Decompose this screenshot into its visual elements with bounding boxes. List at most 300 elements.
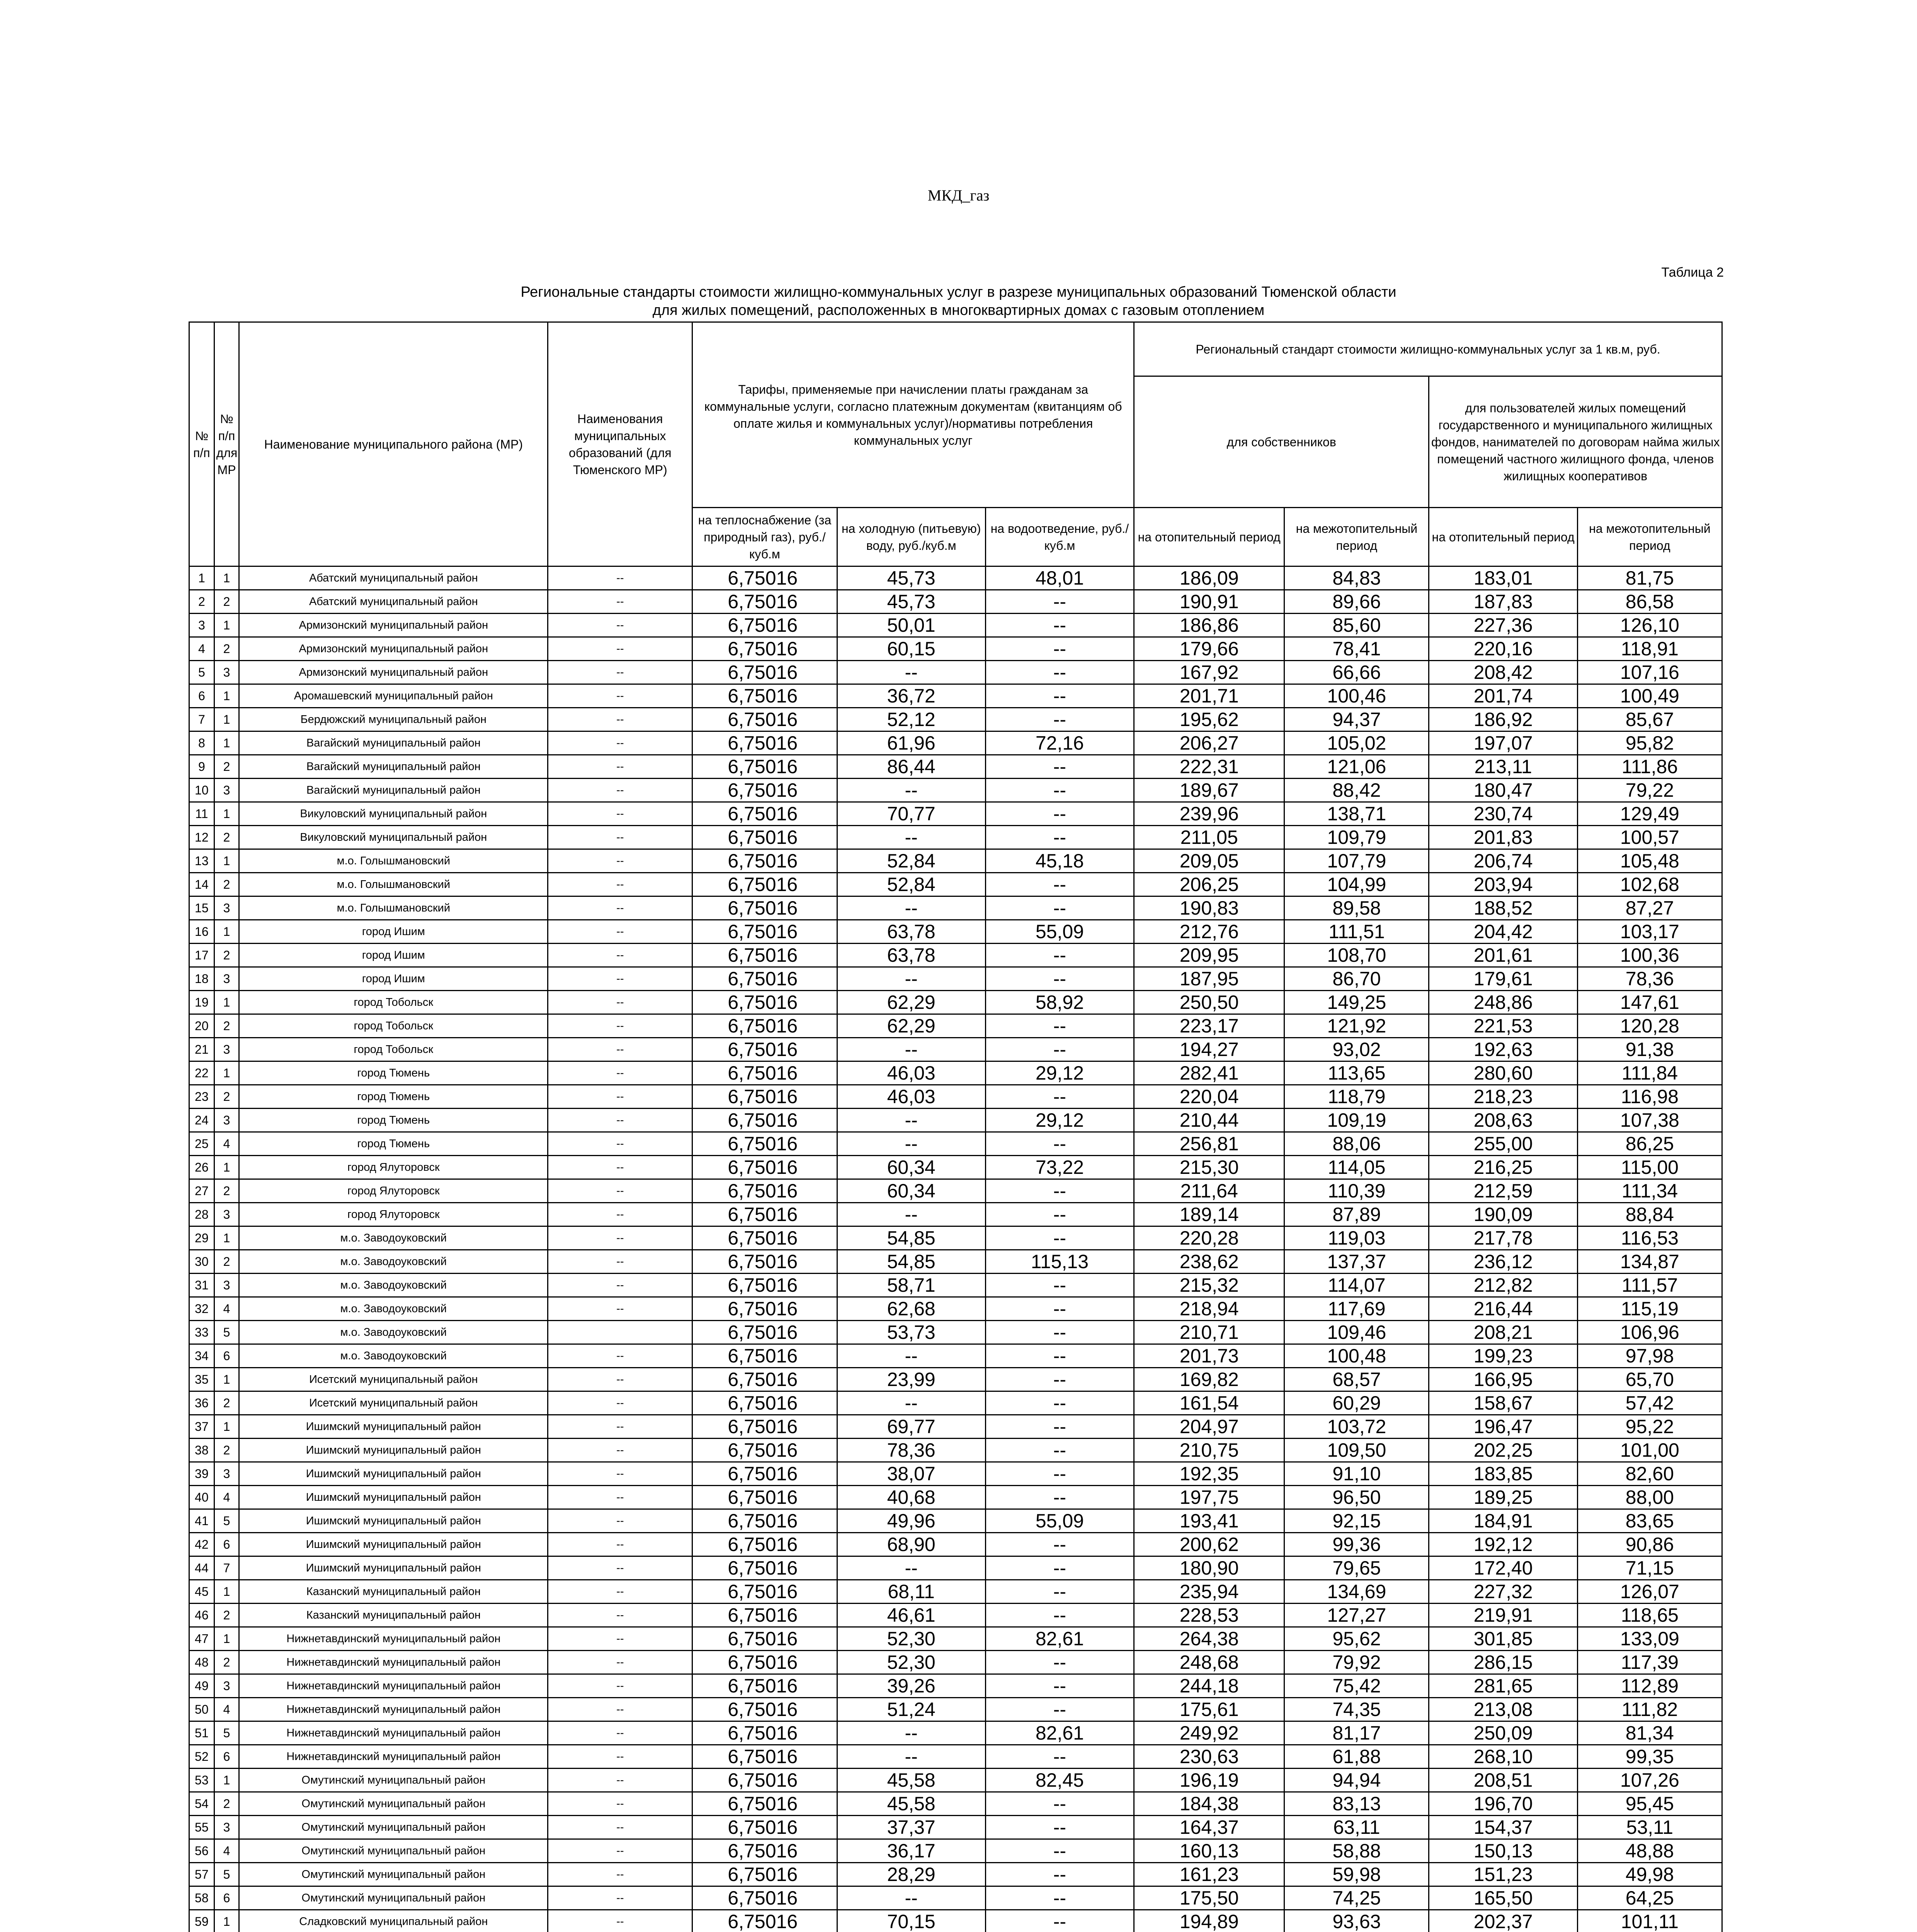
cell-n-mr: 1 — [214, 566, 239, 590]
cell-owners-heating: 250,50 — [1134, 991, 1284, 1014]
cell-mo: -- — [548, 1439, 692, 1462]
table-row — [189, 1839, 1722, 1863]
cell-district: город Тюмень — [239, 1109, 548, 1132]
cell-district: м.о. Голышмановский — [239, 849, 548, 873]
cell-tenants-non-heating: 99,35 — [1577, 1745, 1722, 1769]
cell-n-mr: 2 — [214, 826, 239, 849]
cell-owners-heating: 180,90 — [1134, 1556, 1284, 1580]
table-row — [189, 1698, 1722, 1721]
cell-n: 4 — [189, 637, 214, 661]
cell-tenants-heating: 286,15 — [1429, 1651, 1577, 1674]
cell-n: 33 — [189, 1321, 214, 1344]
cell-tenants-heating: 212,59 — [1429, 1179, 1577, 1203]
cell-heat-tariff: 6,75016 — [692, 920, 837, 944]
cell-owners-non-heating: 107,79 — [1284, 849, 1429, 873]
cell-n-mr: 1 — [214, 1061, 239, 1085]
cell-n-mr: 7 — [214, 1556, 239, 1580]
cell-mo: -- — [548, 944, 692, 967]
cell-drain-tariff: -- — [985, 1816, 1134, 1839]
cell-water-tariff: 61,96 — [837, 731, 985, 755]
cell-tenants-heating: 192,12 — [1429, 1533, 1577, 1556]
table-row — [189, 1580, 1722, 1604]
cell-tenants-non-heating: 48,88 — [1577, 1839, 1722, 1863]
cell-district: город Ишим — [239, 967, 548, 991]
cell-heat-tariff: 6,75016 — [692, 1604, 837, 1627]
cell-n-mr: 5 — [214, 1509, 239, 1533]
cell-tenants-heating: 219,91 — [1429, 1604, 1577, 1627]
table-row — [189, 1061, 1722, 1085]
cell-heat-tariff: 6,75016 — [692, 1439, 837, 1462]
table-row — [189, 1132, 1722, 1156]
cell-owners-non-heating: 127,27 — [1284, 1604, 1429, 1627]
table-row — [189, 661, 1722, 684]
cell-owners-heating: 248,68 — [1134, 1651, 1284, 1674]
table-row — [189, 1250, 1722, 1274]
cell-n-mr: 2 — [214, 755, 239, 779]
cell-district: Нижнетавдинский муниципальный район — [239, 1745, 548, 1769]
table-row — [189, 1415, 1722, 1439]
cell-district: Нижнетавдинский муниципальный район — [239, 1674, 548, 1698]
cell-drain-tariff: -- — [985, 1179, 1134, 1203]
cell-n: 30 — [189, 1250, 214, 1274]
cell-drain-tariff: -- — [985, 1321, 1134, 1344]
cell-district: Вагайский муниципальный район — [239, 755, 548, 779]
cell-owners-heating: 239,96 — [1134, 802, 1284, 826]
cell-owners-non-heating: 89,66 — [1284, 590, 1429, 614]
header-tenants-heating: на отопительный период — [1429, 508, 1577, 566]
cell-mo: -- — [548, 896, 692, 920]
cell-n: 12 — [189, 826, 214, 849]
cell-tenants-heating: 183,85 — [1429, 1462, 1577, 1486]
cell-tenants-non-heating: 95,45 — [1577, 1792, 1722, 1816]
cell-district: Нижнетавдинский муниципальный район — [239, 1651, 548, 1674]
cell-mo — [548, 1321, 692, 1344]
cell-drain-tariff: 82,61 — [985, 1627, 1134, 1651]
table-row — [189, 1274, 1722, 1297]
cell-owners-heating: 196,19 — [1134, 1769, 1284, 1792]
table-row — [189, 1297, 1722, 1321]
sheet-name: МКД_газ — [927, 187, 990, 204]
cell-owners-heating: 195,62 — [1134, 708, 1284, 731]
table-row — [189, 1203, 1722, 1226]
table-row — [189, 944, 1722, 967]
cell-heat-tariff: 6,75016 — [692, 779, 837, 802]
cell-n: 55 — [189, 1816, 214, 1839]
cell-tenants-non-heating: 65,70 — [1577, 1368, 1722, 1391]
cell-n-mr: 1 — [214, 1226, 239, 1250]
cell-owners-heating: 175,50 — [1134, 1886, 1284, 1910]
header-district: Наименование муниципального района (МР) — [239, 322, 548, 566]
cell-heat-tariff: 6,75016 — [692, 991, 837, 1014]
cell-n-mr: 3 — [214, 1274, 239, 1297]
cell-district: Сладковский муниципальный район — [239, 1910, 548, 1932]
cell-district: Ишимский муниципальный район — [239, 1439, 548, 1462]
table-row — [189, 779, 1722, 802]
cell-n-mr: 3 — [214, 1674, 239, 1698]
cell-owners-non-heating: 68,57 — [1284, 1368, 1429, 1391]
cell-water-tariff: -- — [837, 1109, 985, 1132]
cell-owners-non-heating: 109,79 — [1284, 826, 1429, 849]
cell-n: 35 — [189, 1368, 214, 1391]
cell-district: город Ишим — [239, 920, 548, 944]
table-row — [189, 826, 1722, 849]
cell-owners-non-heating: 109,50 — [1284, 1439, 1429, 1462]
cell-district: Исетский муниципальный район — [239, 1368, 548, 1391]
cell-owners-heating: 249,92 — [1134, 1721, 1284, 1745]
cell-water-tariff: -- — [837, 661, 985, 684]
cell-owners-heating: 244,18 — [1134, 1674, 1284, 1698]
cell-tenants-heating: 250,09 — [1429, 1721, 1577, 1745]
cell-water-tariff: 78,36 — [837, 1439, 985, 1462]
cell-mo: -- — [548, 566, 692, 590]
cell-water-tariff: 45,73 — [837, 590, 985, 614]
cell-n: 39 — [189, 1462, 214, 1486]
cell-heat-tariff: 6,75016 — [692, 614, 837, 637]
cell-drain-tariff: -- — [985, 1085, 1134, 1109]
cell-owners-heating: 235,94 — [1134, 1580, 1284, 1604]
cell-district: Ишимский муниципальный район — [239, 1556, 548, 1580]
cell-mo: -- — [548, 1556, 692, 1580]
cell-drain-tariff: -- — [985, 1533, 1134, 1556]
cell-tenants-heating: 201,74 — [1429, 684, 1577, 708]
cell-water-tariff: 52,30 — [837, 1651, 985, 1674]
cell-n-mr: 3 — [214, 661, 239, 684]
cell-drain-tariff: -- — [985, 590, 1134, 614]
cell-mo: -- — [548, 1651, 692, 1674]
cell-mo: -- — [548, 1132, 692, 1156]
cell-water-tariff: 37,37 — [837, 1816, 985, 1839]
cell-tenants-non-heating: 120,28 — [1577, 1014, 1722, 1038]
cell-heat-tariff: 6,75016 — [692, 1509, 837, 1533]
cell-district: м.о. Заводоуковский — [239, 1274, 548, 1297]
cell-n: 22 — [189, 1061, 214, 1085]
cell-tenants-non-heating: 106,96 — [1577, 1321, 1722, 1344]
cell-drain-tariff: -- — [985, 1368, 1134, 1391]
cell-drain-tariff: 72,16 — [985, 731, 1134, 755]
cell-district: Ишимский муниципальный район — [239, 1533, 548, 1556]
cell-n: 53 — [189, 1769, 214, 1792]
cell-owners-non-heating: 94,94 — [1284, 1769, 1429, 1792]
cell-mo: -- — [548, 1604, 692, 1627]
cell-n-mr: 3 — [214, 779, 239, 802]
cell-heat-tariff: 6,75016 — [692, 1061, 837, 1085]
cell-heat-tariff: 6,75016 — [692, 1250, 837, 1274]
cell-tenants-heating: 150,13 — [1429, 1839, 1577, 1863]
cell-n: 11 — [189, 802, 214, 826]
cell-mo: -- — [548, 1698, 692, 1721]
cell-drain-tariff: -- — [985, 1132, 1134, 1156]
cell-n: 21 — [189, 1038, 214, 1061]
cell-district: Викуловский муниципальный район — [239, 802, 548, 826]
table-row — [189, 1604, 1722, 1627]
cell-tenants-non-heating: 107,38 — [1577, 1109, 1722, 1132]
cell-owners-non-heating: 100,46 — [1284, 684, 1429, 708]
cell-n-mr: 6 — [214, 1533, 239, 1556]
cell-owners-heating: 222,31 — [1134, 755, 1284, 779]
table-row — [189, 1321, 1722, 1344]
cell-drain-tariff: -- — [985, 1886, 1134, 1910]
cell-drain-tariff: -- — [985, 944, 1134, 967]
cell-tenants-heating: 187,83 — [1429, 590, 1577, 614]
cell-mo: -- — [548, 1769, 692, 1792]
cell-owners-non-heating: 95,62 — [1284, 1627, 1429, 1651]
cell-tenants-non-heating: 126,07 — [1577, 1580, 1722, 1604]
cell-heat-tariff: 6,75016 — [692, 1816, 837, 1839]
table-row — [189, 1627, 1722, 1651]
cell-heat-tariff: 6,75016 — [692, 661, 837, 684]
cell-n: 24 — [189, 1109, 214, 1132]
cell-owners-heating: 211,05 — [1134, 826, 1284, 849]
cell-owners-non-heating: 137,37 — [1284, 1250, 1429, 1274]
cell-district: Омутинский муниципальный район — [239, 1863, 548, 1886]
cell-n-mr: 2 — [214, 944, 239, 967]
cell-tenants-non-heating: 101,00 — [1577, 1439, 1722, 1462]
table-row — [189, 708, 1722, 731]
cell-drain-tariff: -- — [985, 1439, 1134, 1462]
cell-owners-heating: 194,27 — [1134, 1038, 1284, 1061]
cell-owners-non-heating: 114,05 — [1284, 1156, 1429, 1179]
cell-mo: -- — [548, 1391, 692, 1415]
cell-mo: -- — [548, 1792, 692, 1816]
cell-water-tariff: -- — [837, 1132, 985, 1156]
cell-owners-non-heating: 99,36 — [1284, 1533, 1429, 1556]
cell-tenants-non-heating: 117,39 — [1577, 1651, 1722, 1674]
table-row — [189, 684, 1722, 708]
cell-heat-tariff: 6,75016 — [692, 1886, 837, 1910]
cell-mo: -- — [548, 637, 692, 661]
cell-owners-non-heating: 59,98 — [1284, 1863, 1429, 1886]
cell-water-tariff: 46,03 — [837, 1061, 985, 1085]
cell-tenants-heating: 227,36 — [1429, 614, 1577, 637]
cell-tenants-heating: 186,92 — [1429, 708, 1577, 731]
cell-n: 36 — [189, 1391, 214, 1415]
cell-water-tariff: -- — [837, 967, 985, 991]
cell-mo: -- — [548, 1721, 692, 1745]
cell-n: 58 — [189, 1886, 214, 1910]
cell-tenants-non-heating: 112,89 — [1577, 1674, 1722, 1698]
cell-heat-tariff: 6,75016 — [692, 1580, 837, 1604]
cell-tenants-heating: 158,67 — [1429, 1391, 1577, 1415]
cell-owners-heating: 204,97 — [1134, 1415, 1284, 1439]
cell-n-mr: 2 — [214, 1604, 239, 1627]
cell-tenants-heating: 196,70 — [1429, 1792, 1577, 1816]
cell-n-mr: 1 — [214, 731, 239, 755]
cell-n: 42 — [189, 1533, 214, 1556]
table-row — [189, 755, 1722, 779]
cell-tenants-heating: 189,25 — [1429, 1486, 1577, 1509]
cell-tenants-heating: 204,42 — [1429, 920, 1577, 944]
cell-tenants-heating: 208,51 — [1429, 1769, 1577, 1792]
cell-n: 38 — [189, 1439, 214, 1462]
cell-owners-non-heating: 74,25 — [1284, 1886, 1429, 1910]
cell-drain-tariff: 55,09 — [985, 920, 1134, 944]
cell-mo: -- — [548, 1250, 692, 1274]
cell-heat-tariff: 6,75016 — [692, 1698, 837, 1721]
cell-district: Нижнетавдинский муниципальный район — [239, 1721, 548, 1745]
cell-owners-heating: 209,05 — [1134, 849, 1284, 873]
cell-mo: -- — [548, 1745, 692, 1769]
cell-heat-tariff: 6,75016 — [692, 1274, 837, 1297]
cell-water-tariff: 60,34 — [837, 1179, 985, 1203]
header-mo: Наименования муниципальных образований (для Тюменского МР) — [548, 322, 692, 566]
cell-n: 54 — [189, 1792, 214, 1816]
cell-district: Вагайский муниципальный район — [239, 731, 548, 755]
cell-n-mr: 2 — [214, 873, 239, 896]
cell-owners-heating: 264,38 — [1134, 1627, 1284, 1651]
cell-tenants-heating: 213,11 — [1429, 755, 1577, 779]
cell-tenants-heating: 206,74 — [1429, 849, 1577, 873]
cell-mo: -- — [548, 779, 692, 802]
cell-tenants-heating: 248,86 — [1429, 991, 1577, 1014]
title-line-1: Региональные стандарты стоимости жилищно-коммунальных услуг в разрезе муниципальных образований Тюменской области — [520, 284, 1397, 300]
cell-tenants-heating: 154,37 — [1429, 1816, 1577, 1839]
table-row — [189, 873, 1722, 896]
cell-n: 3 — [189, 614, 214, 637]
cell-drain-tariff: 45,18 — [985, 849, 1134, 873]
cell-tenants-heating: 179,61 — [1429, 967, 1577, 991]
cell-water-tariff: 50,01 — [837, 614, 985, 637]
cell-n: 45 — [189, 1580, 214, 1604]
cell-owners-non-heating: 93,63 — [1284, 1910, 1429, 1932]
cell-owners-non-heating: 86,70 — [1284, 967, 1429, 991]
cell-mo: -- — [548, 614, 692, 637]
cell-water-tariff: 46,03 — [837, 1085, 985, 1109]
cell-tenants-non-heating: 111,34 — [1577, 1179, 1722, 1203]
cell-water-tariff: -- — [837, 1745, 985, 1769]
cell-district: Казанский муниципальный район — [239, 1604, 548, 1627]
table-row — [189, 1014, 1722, 1038]
cell-tenants-non-heating: 86,25 — [1577, 1132, 1722, 1156]
cell-district: город Ялуторовск — [239, 1179, 548, 1203]
cell-n-mr: 2 — [214, 1179, 239, 1203]
cell-tenants-non-heating: 115,19 — [1577, 1297, 1722, 1321]
cell-heat-tariff: 6,75016 — [692, 1792, 837, 1816]
cell-water-tariff: -- — [837, 1038, 985, 1061]
cell-mo: -- — [548, 1226, 692, 1250]
cell-tenants-non-heating: 91,38 — [1577, 1038, 1722, 1061]
cell-n-mr: 4 — [214, 1839, 239, 1863]
cell-owners-non-heating: 74,35 — [1284, 1698, 1429, 1721]
cell-tenants-non-heating: 116,98 — [1577, 1085, 1722, 1109]
cell-mo: -- — [548, 1415, 692, 1439]
cell-tenants-non-heating: 81,75 — [1577, 566, 1722, 590]
cell-drain-tariff: -- — [985, 967, 1134, 991]
cell-owners-non-heating: 114,07 — [1284, 1274, 1429, 1297]
cell-drain-tariff: -- — [985, 1486, 1134, 1509]
cell-n: 48 — [189, 1651, 214, 1674]
cell-mo: -- — [548, 1533, 692, 1556]
cell-n: 28 — [189, 1203, 214, 1226]
cell-drain-tariff: -- — [985, 1910, 1134, 1932]
cell-n: 47 — [189, 1627, 214, 1651]
cell-owners-heating: 179,66 — [1134, 637, 1284, 661]
cell-heat-tariff: 6,75016 — [692, 1745, 837, 1769]
cell-mo: -- — [548, 826, 692, 849]
cell-n-mr: 3 — [214, 896, 239, 920]
cell-owners-non-heating: 96,50 — [1284, 1486, 1429, 1509]
header-tenants-non-heating: на межотопительный период — [1577, 508, 1722, 566]
cell-water-tariff: -- — [837, 1886, 985, 1910]
cell-n-mr: 3 — [214, 967, 239, 991]
table-row — [189, 1226, 1722, 1250]
table-row — [189, 1769, 1722, 1792]
cell-district: Омутинский муниципальный район — [239, 1769, 548, 1792]
cell-district: город Тобольск — [239, 991, 548, 1014]
table-row — [189, 1179, 1722, 1203]
cell-tenants-heating: 165,50 — [1429, 1886, 1577, 1910]
table-label: Таблица 2 — [1661, 265, 1724, 280]
cell-water-tariff: 69,77 — [837, 1415, 985, 1439]
cell-n-mr: 4 — [214, 1297, 239, 1321]
cell-owners-non-heating: 138,71 — [1284, 802, 1429, 826]
cell-tenants-non-heating: 126,10 — [1577, 614, 1722, 637]
cell-mo: -- — [548, 873, 692, 896]
cell-drain-tariff: -- — [985, 1604, 1134, 1627]
cell-mo: -- — [548, 1179, 692, 1203]
cell-tenants-non-heating: 53,11 — [1577, 1816, 1722, 1839]
cell-n: 56 — [189, 1839, 214, 1863]
cell-tenants-non-heating: 118,65 — [1577, 1604, 1722, 1627]
table-row — [189, 1674, 1722, 1698]
cell-n: 34 — [189, 1344, 214, 1368]
table-row — [189, 1038, 1722, 1061]
cell-drain-tariff: -- — [985, 1580, 1134, 1604]
cell-owners-non-heating: 109,19 — [1284, 1109, 1429, 1132]
header-tenants: для пользователей жилых помещений государственного и муниципального жилищных фондов, нанимателей по договорам найма жилых помещений частного жилищного фонда, членов жилищных кооперативов — [1429, 376, 1722, 508]
header-drain: на водоотведение, руб./куб.м — [985, 508, 1134, 566]
cell-owners-heating: 189,67 — [1134, 779, 1284, 802]
cell-heat-tariff: 6,75016 — [692, 1533, 837, 1556]
cell-owners-heating: 223,17 — [1134, 1014, 1284, 1038]
cell-heat-tariff: 6,75016 — [692, 1769, 837, 1792]
cell-district: Нижнетавдинский муниципальный район — [239, 1627, 548, 1651]
cell-drain-tariff: -- — [985, 1203, 1134, 1226]
cell-n-mr: 1 — [214, 614, 239, 637]
cell-mo: -- — [548, 920, 692, 944]
cell-heat-tariff: 6,75016 — [692, 1203, 837, 1226]
cell-district: Омутинский муниципальный район — [239, 1839, 548, 1863]
cell-heat-tariff: 6,75016 — [692, 1651, 837, 1674]
cell-tenants-heating: 201,83 — [1429, 826, 1577, 849]
cell-district: Викуловский муниципальный район — [239, 826, 548, 849]
cell-drain-tariff: 82,45 — [985, 1769, 1134, 1792]
cell-district: Вагайский муниципальный район — [239, 779, 548, 802]
cell-drain-tariff: -- — [985, 1556, 1134, 1580]
cell-mo: -- — [548, 1486, 692, 1509]
cell-tenants-non-heating: 81,34 — [1577, 1721, 1722, 1745]
cell-n-mr: 3 — [214, 1109, 239, 1132]
table-row — [189, 614, 1722, 637]
cell-drain-tariff: -- — [985, 1226, 1134, 1250]
cell-water-tariff: 62,29 — [837, 1014, 985, 1038]
cell-water-tariff: -- — [837, 1721, 985, 1745]
cell-tenants-non-heating: 118,91 — [1577, 637, 1722, 661]
cell-water-tariff: 52,30 — [837, 1627, 985, 1651]
cell-mo: -- — [548, 1910, 692, 1932]
table-row — [189, 896, 1722, 920]
cell-owners-heating: 228,53 — [1134, 1604, 1284, 1627]
cell-owners-heating: 206,27 — [1134, 731, 1284, 755]
header-n-mr: № п/п для МР — [214, 322, 239, 566]
cell-tenants-heating: 236,12 — [1429, 1250, 1577, 1274]
cell-owners-non-heating: 94,37 — [1284, 708, 1429, 731]
cell-owners-heating: 194,89 — [1134, 1910, 1284, 1932]
cell-tenants-heating: 192,63 — [1429, 1038, 1577, 1061]
cell-n-mr: 1 — [214, 684, 239, 708]
cell-drain-tariff: 55,09 — [985, 1509, 1134, 1533]
cell-owners-heating: 210,44 — [1134, 1109, 1284, 1132]
cell-drain-tariff: -- — [985, 802, 1134, 826]
